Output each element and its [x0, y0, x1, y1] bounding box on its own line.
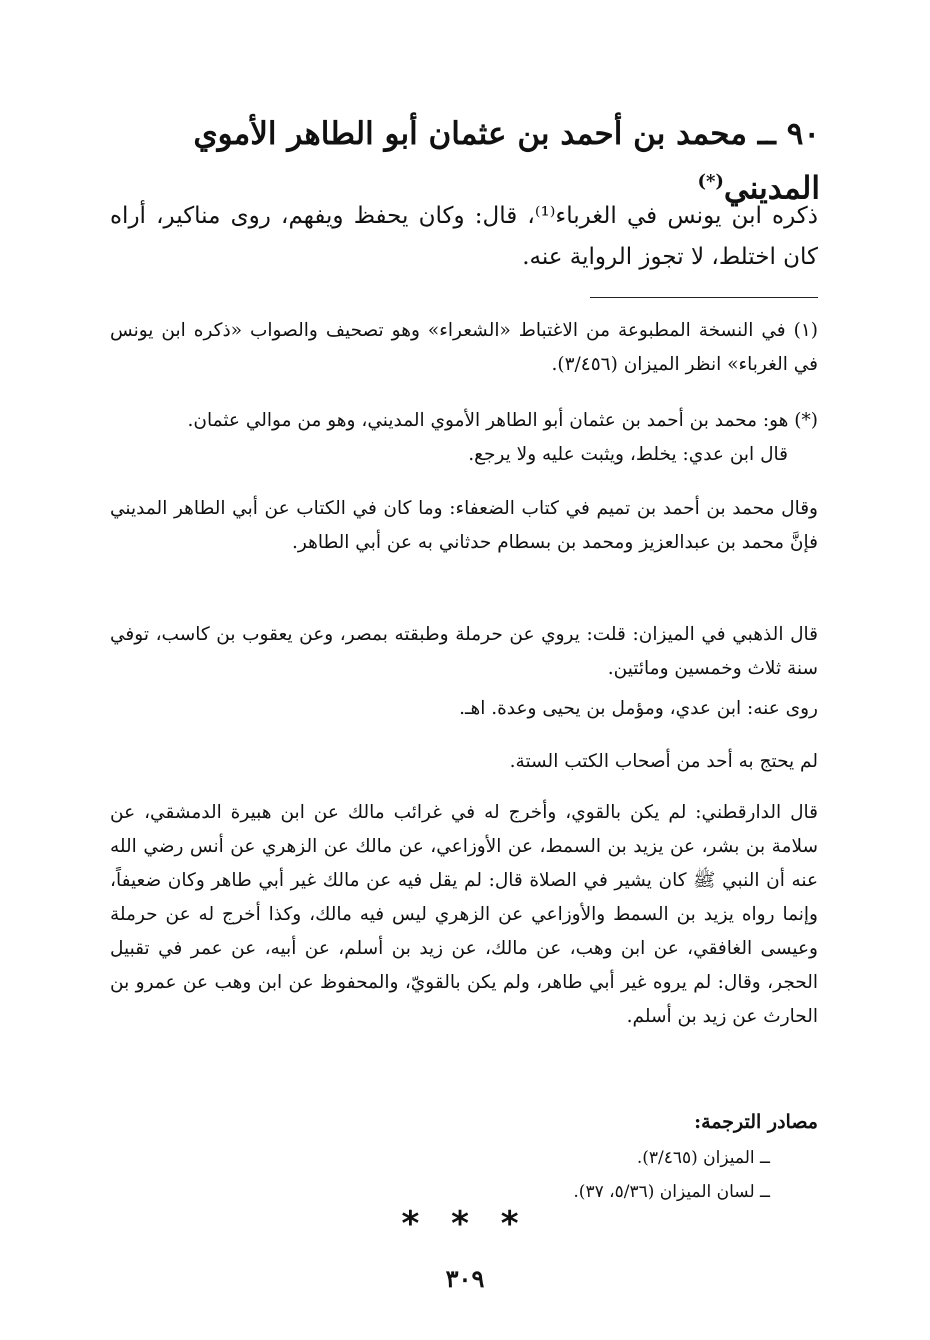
footnote-star-line1: (*) هو: محمد بن أحمد بن عثمان أبو الطاهر الأموي المديني، وهو من موالي عثمان.	[187, 410, 818, 431]
source-item: ــ الميزان (٣/٤٦٥).	[636, 1148, 770, 1168]
footnote-divider	[590, 297, 818, 298]
entry-body: ذكره ابن يونس في الغرباء⁽¹⁾، قال: وكان يحفظ ويفهم، روى مناكير، أراه كان اختلط، لا تجوز الرواية عنه.	[110, 203, 818, 270]
footnote-paragraph-dhahabi: قال الذهبي في الميزان: قلت: يروي عن حرملة وطبقته بمصر، وعن يعقوب بن كاسب، توفي سنة ثلاث وخمسين ومائتين.	[110, 624, 818, 679]
page-number: ٣٠٩	[445, 1264, 485, 1293]
footnote-paragraph-narrators: روى عنه: ابن عدي، ومؤمل بن يحيى وعدة. اهـ.	[459, 698, 818, 719]
entry-title-marker: (*)	[697, 171, 724, 192]
footnote-paragraph-daraqutni: قال الدارقطني: لم يكن بالقوي، وأخرج له في غرائب مالك عن ابن هبيرة الدمشقي، عن سلامة بن بشر، عن يزيد بن السمط، عن الأوزاعي، عن مالك عن الزهري عن أنس رضي الله عنه أن النبي ﷺ كان يشير في الصلاة قال: لم يقل فيه عن مالك غير أبي طاهر وكان ضعيفاً، وإنما رواه يزيد بن السمط والأوزاعي عن الزهري ليس فيه مالك، وكذا أخرج له عن حرملة وعيسى الغافقي، عن ابن وهب، عن مالك، عن زيد بن أسلم، عن أبيه، عن عمر في تقبيل الحجر، وقال: لم يروه غير أبي طاهر، ولم يكن بالقويّ، والمحفوظ عن ابن وهب عن عمرو بن الحارث عن زيد بن أسلم.	[110, 802, 818, 1027]
source-item: ــ لسان الميزان (٥/٣٦، ٣٧).	[573, 1182, 770, 1202]
footnote-paragraph-six-books: لم يحتج به أحد من أصحاب الكتب الستة.	[509, 751, 818, 772]
footnote-star-line2: قال ابن عدي: يخلط، ويثبت عليه ولا يرجع.	[468, 444, 788, 465]
entry-title-text: ٩٠ ــ محمد بن أحمد بن عثمان أبو الطاهر الأموي المديني	[193, 116, 820, 207]
footnote-paragraph-tamim: وقال محمد بن أحمد بن تميم في كتاب الضعفاء: وما كان في الكتاب عن أبي الطاهر المديني فإنَّ محمد بن عبدالعزيز ومحمد بن بسطام حدثاني به عن أبي الطاهر.	[110, 498, 818, 553]
footnote-star	[110, 404, 818, 472]
sources-heading: مصادر الترجمة:	[694, 1111, 818, 1133]
footnote-1: (١) في النسخة المطبوعة من الاغتباط «الشعراء» وهو تصحيف والصواب «ذكره ابن يونس في الغرباء» انظر الميزان (٣/٤٥٦).	[110, 320, 818, 375]
section-separator: * * *	[401, 1204, 529, 1244]
